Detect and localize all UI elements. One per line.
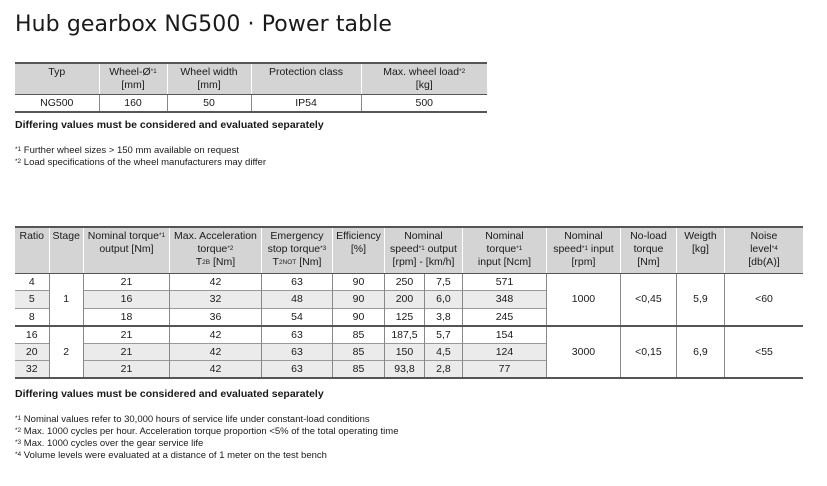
- table-row: [15, 273, 803, 291]
- cell-weight: 6,9: [676, 326, 724, 379]
- cell-speed-rpm: 187,5: [384, 326, 424, 344]
- cell-stage: 2: [49, 326, 83, 379]
- page-title: Hub gearbox NG500 · Power table: [15, 12, 393, 37]
- cell-nominal-torque-output: 21: [83, 326, 169, 344]
- cell-nominal-torque-output: 21: [83, 273, 169, 291]
- cell-ratio: 16: [15, 326, 49, 344]
- cell-nominal-torque-input: 77: [462, 361, 546, 379]
- table-header-row: [15, 227, 803, 273]
- col-header-weight: Weigth [kg]: [676, 227, 724, 273]
- col-header-wheel-diameter: Wheel-$Ø^{*1}$ [mm]: [99, 63, 167, 95]
- cell-ratio: 5: [15, 291, 49, 309]
- cell-wheel-diameter: 160: [99, 95, 167, 113]
- cell-emergency-stop-torque: 48: [261, 291, 332, 309]
- cell-speed-kmh: 7,5: [424, 273, 462, 291]
- col-header-nominal-speed-input: Nominal speed$^{*1}$ input [rpm]: [546, 227, 620, 273]
- col-header-ratio: Ratio: [15, 227, 49, 273]
- cell-speed-kmh: 4,5: [424, 343, 462, 361]
- table-row: [15, 95, 487, 113]
- cell-acceleration-torque: 36: [169, 308, 261, 326]
- cell-weight: 5,9: [676, 273, 724, 326]
- col-header-nominal-torque-input: Nominal torque$^{*1}$ input [Ncm]: [462, 227, 546, 273]
- cell-stage: 1: [49, 273, 83, 326]
- cell-nominal-torque-input: 571: [462, 273, 546, 291]
- col-header-nominal-torque-output: Nominal torque$^{*1}$ output [Nm]: [83, 227, 169, 273]
- cell-emergency-stop-torque: 63: [261, 361, 332, 379]
- cell-no-load-torque: <0,15: [620, 326, 676, 379]
- cell-emergency-stop-torque: 54: [261, 308, 332, 326]
- cell-acceleration-torque: 32: [169, 291, 261, 309]
- cell-nominal-torque-output: 16: [83, 291, 169, 309]
- cell-nominal-torque-input: 245: [462, 308, 546, 326]
- cell-efficiency: 90: [332, 291, 384, 309]
- cell-efficiency: 85: [332, 326, 384, 344]
- cell-acceleration-torque: 42: [169, 273, 261, 291]
- cell-efficiency: 85: [332, 361, 384, 379]
- cell-nominal-speed-input: 3000: [546, 326, 620, 379]
- note-differing-values-2: Differing values must be considered and evaluated separately: [15, 388, 324, 400]
- cell-speed-rpm: 200: [384, 291, 424, 309]
- cell-nominal-torque-input: 154: [462, 326, 546, 344]
- col-header-stage: Stage: [49, 227, 83, 273]
- col-header-emergency-stop-torque: Emergency stop torque$^{*3}$ T2NOT [Nm]: [261, 227, 332, 273]
- power-table: [15, 226, 803, 379]
- cell-ratio: 32: [15, 361, 49, 379]
- cell-noise-level: <55: [724, 326, 803, 379]
- cell-acceleration-torque: 42: [169, 326, 261, 344]
- footnote-2: $^{*2}$ Max. 1000 cycles per hour. Acceleration torque proportion <5% of the total operating time: [15, 426, 399, 437]
- cell-acceleration-torque: 42: [169, 343, 261, 361]
- cell-efficiency: 85: [332, 343, 384, 361]
- cell-ratio: 8: [15, 308, 49, 326]
- cell-nominal-torque-input: 348: [462, 291, 546, 309]
- wheel-spec-table: [15, 62, 487, 113]
- footnote-4: $^{*4}$ Volume levels were evaluated at a distance of 1 meter on the test bench: [15, 450, 327, 461]
- col-header-protection-class: Protection class: [251, 63, 361, 95]
- cell-speed-kmh: 6,0: [424, 291, 462, 309]
- cell-typ: NG500: [15, 95, 99, 113]
- cell-max-wheel-load: 500: [361, 95, 487, 113]
- cell-speed-kmh: 5,7: [424, 326, 462, 344]
- cell-no-load-torque: <0,45: [620, 273, 676, 326]
- col-header-typ: Typ: [15, 63, 99, 95]
- col-header-max-acceleration-torque: Max. Acceleration torque$^{*2}$ T2B [Nm]: [169, 227, 261, 273]
- cell-speed-rpm: 150: [384, 343, 424, 361]
- cell-efficiency: 90: [332, 308, 384, 326]
- col-header-max-wheel-load: Max. wheel load$^{*2}$ [kg]: [361, 63, 487, 95]
- cell-efficiency: 90: [332, 273, 384, 291]
- cell-nominal-torque-output: 18: [83, 308, 169, 326]
- cell-speed-rpm: 250: [384, 273, 424, 291]
- footnote-1: $^{*1}$ Further wheel sizes > 150 mm available on request: [15, 145, 239, 156]
- cell-protection-class: IP54: [251, 95, 361, 113]
- col-header-wheel-width: Wheel width [mm]: [167, 63, 251, 95]
- cell-ratio: 4: [15, 273, 49, 291]
- cell-nominal-torque-output: 21: [83, 361, 169, 379]
- col-header-efficiency: Efficiency [%]: [332, 227, 384, 273]
- cell-speed-kmh: 2,8: [424, 361, 462, 379]
- cell-speed-kmh: 3,8: [424, 308, 462, 326]
- note-differing-values: Differing values must be considered and evaluated separately: [15, 119, 324, 131]
- table-row: [15, 326, 803, 344]
- col-header-nominal-speed-output: Nominal speed$^{*1}$ output [rpm] - [km/h]: [384, 227, 462, 273]
- cell-wheel-width: 50: [167, 95, 251, 113]
- cell-speed-rpm: 93,8: [384, 361, 424, 379]
- cell-noise-level: <60: [724, 273, 803, 326]
- cell-nominal-torque-input: 124: [462, 343, 546, 361]
- footnote-2: $^{*2}$ Load specifications of the wheel manufacturers may differ: [15, 157, 266, 168]
- col-header-noise-level: Noise level$^{*4}$ [db(A)]: [724, 227, 803, 273]
- cell-ratio: 20: [15, 343, 49, 361]
- cell-emergency-stop-torque: 63: [261, 343, 332, 361]
- col-header-no-load-torque: No-load torque [Nm]: [620, 227, 676, 273]
- footnote-3: $^{*3}$ Max. 1000 cycles over the gear service life: [15, 438, 204, 449]
- cell-emergency-stop-torque: 63: [261, 326, 332, 344]
- cell-nominal-speed-input: 1000: [546, 273, 620, 326]
- cell-nominal-torque-output: 21: [83, 343, 169, 361]
- table-header-row: [15, 63, 487, 95]
- cell-emergency-stop-torque: 63: [261, 273, 332, 291]
- cell-acceleration-torque: 42: [169, 361, 261, 379]
- cell-speed-rpm: 125: [384, 308, 424, 326]
- footnote-1: $^{*1}$ Nominal values refer to 30,000 hours of service life under constant-load conditions: [15, 414, 370, 425]
